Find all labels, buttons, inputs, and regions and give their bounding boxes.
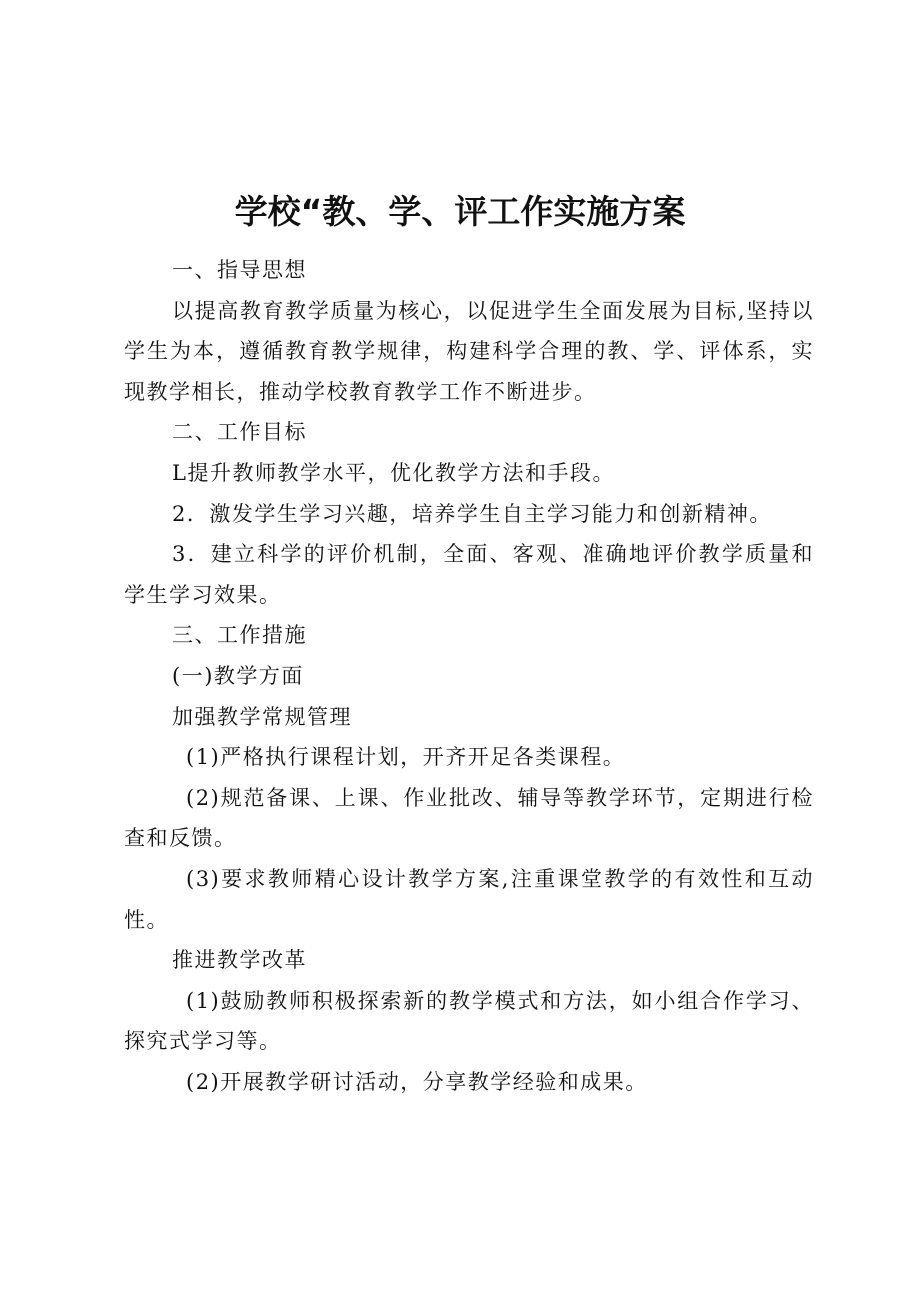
reform-item-1: (1)鼓励教师积极探索新的教学模式和方法，如小组合作学习、探究式学习等。 <box>124 988 814 1054</box>
document-body <box>124 250 814 1102</box>
heading-work-measures: 三、工作措施 <box>172 623 307 648</box>
routine-item-3: (3)要求教师精心设计教学方案,注重课堂教学的有效性和互动性。 <box>124 866 814 932</box>
paragraph-guiding-ideology: 以提高教育教学质量为核心，以促进学生全面发展为目标,坚持以学生为本，遵循教育教学规律，构建科学合理的教、学、评体系，实现教学相长，推动学校教育教学工作不断进步。 <box>124 298 814 404</box>
goal-item-2: 2．激发学生学习兴趣，培养学生自主学习能力和创新精神。 <box>172 501 772 526</box>
subheading-teaching-reform: 推进教学改革 <box>172 948 307 973</box>
subheading-routine-management: 加强教学常规管理 <box>172 704 352 729</box>
routine-item-2: (2)规范备课、上课、作业批改、辅导等教学环节，定期进行检查和反馈。 <box>124 785 814 851</box>
goal-item-1: L提升教师教学水平，优化教学方法和手段。 <box>172 460 615 485</box>
routine-item-1: (1)严格执行课程计划，开齐开足各类课程。 <box>186 745 626 770</box>
subheading-teaching: (一)教学方面 <box>172 663 304 688</box>
heading-work-goals: 二、工作目标 <box>172 420 307 445</box>
document-title: 学校“教、学、评工作实施方案 <box>234 192 686 231</box>
heading-guiding-ideology: 一、指导思想 <box>172 258 307 282</box>
goal-item-3: 3．建立科学的评价机制，全面、客观、准确地评价教学质量和学生学习效果。 <box>124 542 814 607</box>
reform-item-2: (2)开展教学研讨活动，分享教学经验和成果。 <box>186 1069 648 1094</box>
